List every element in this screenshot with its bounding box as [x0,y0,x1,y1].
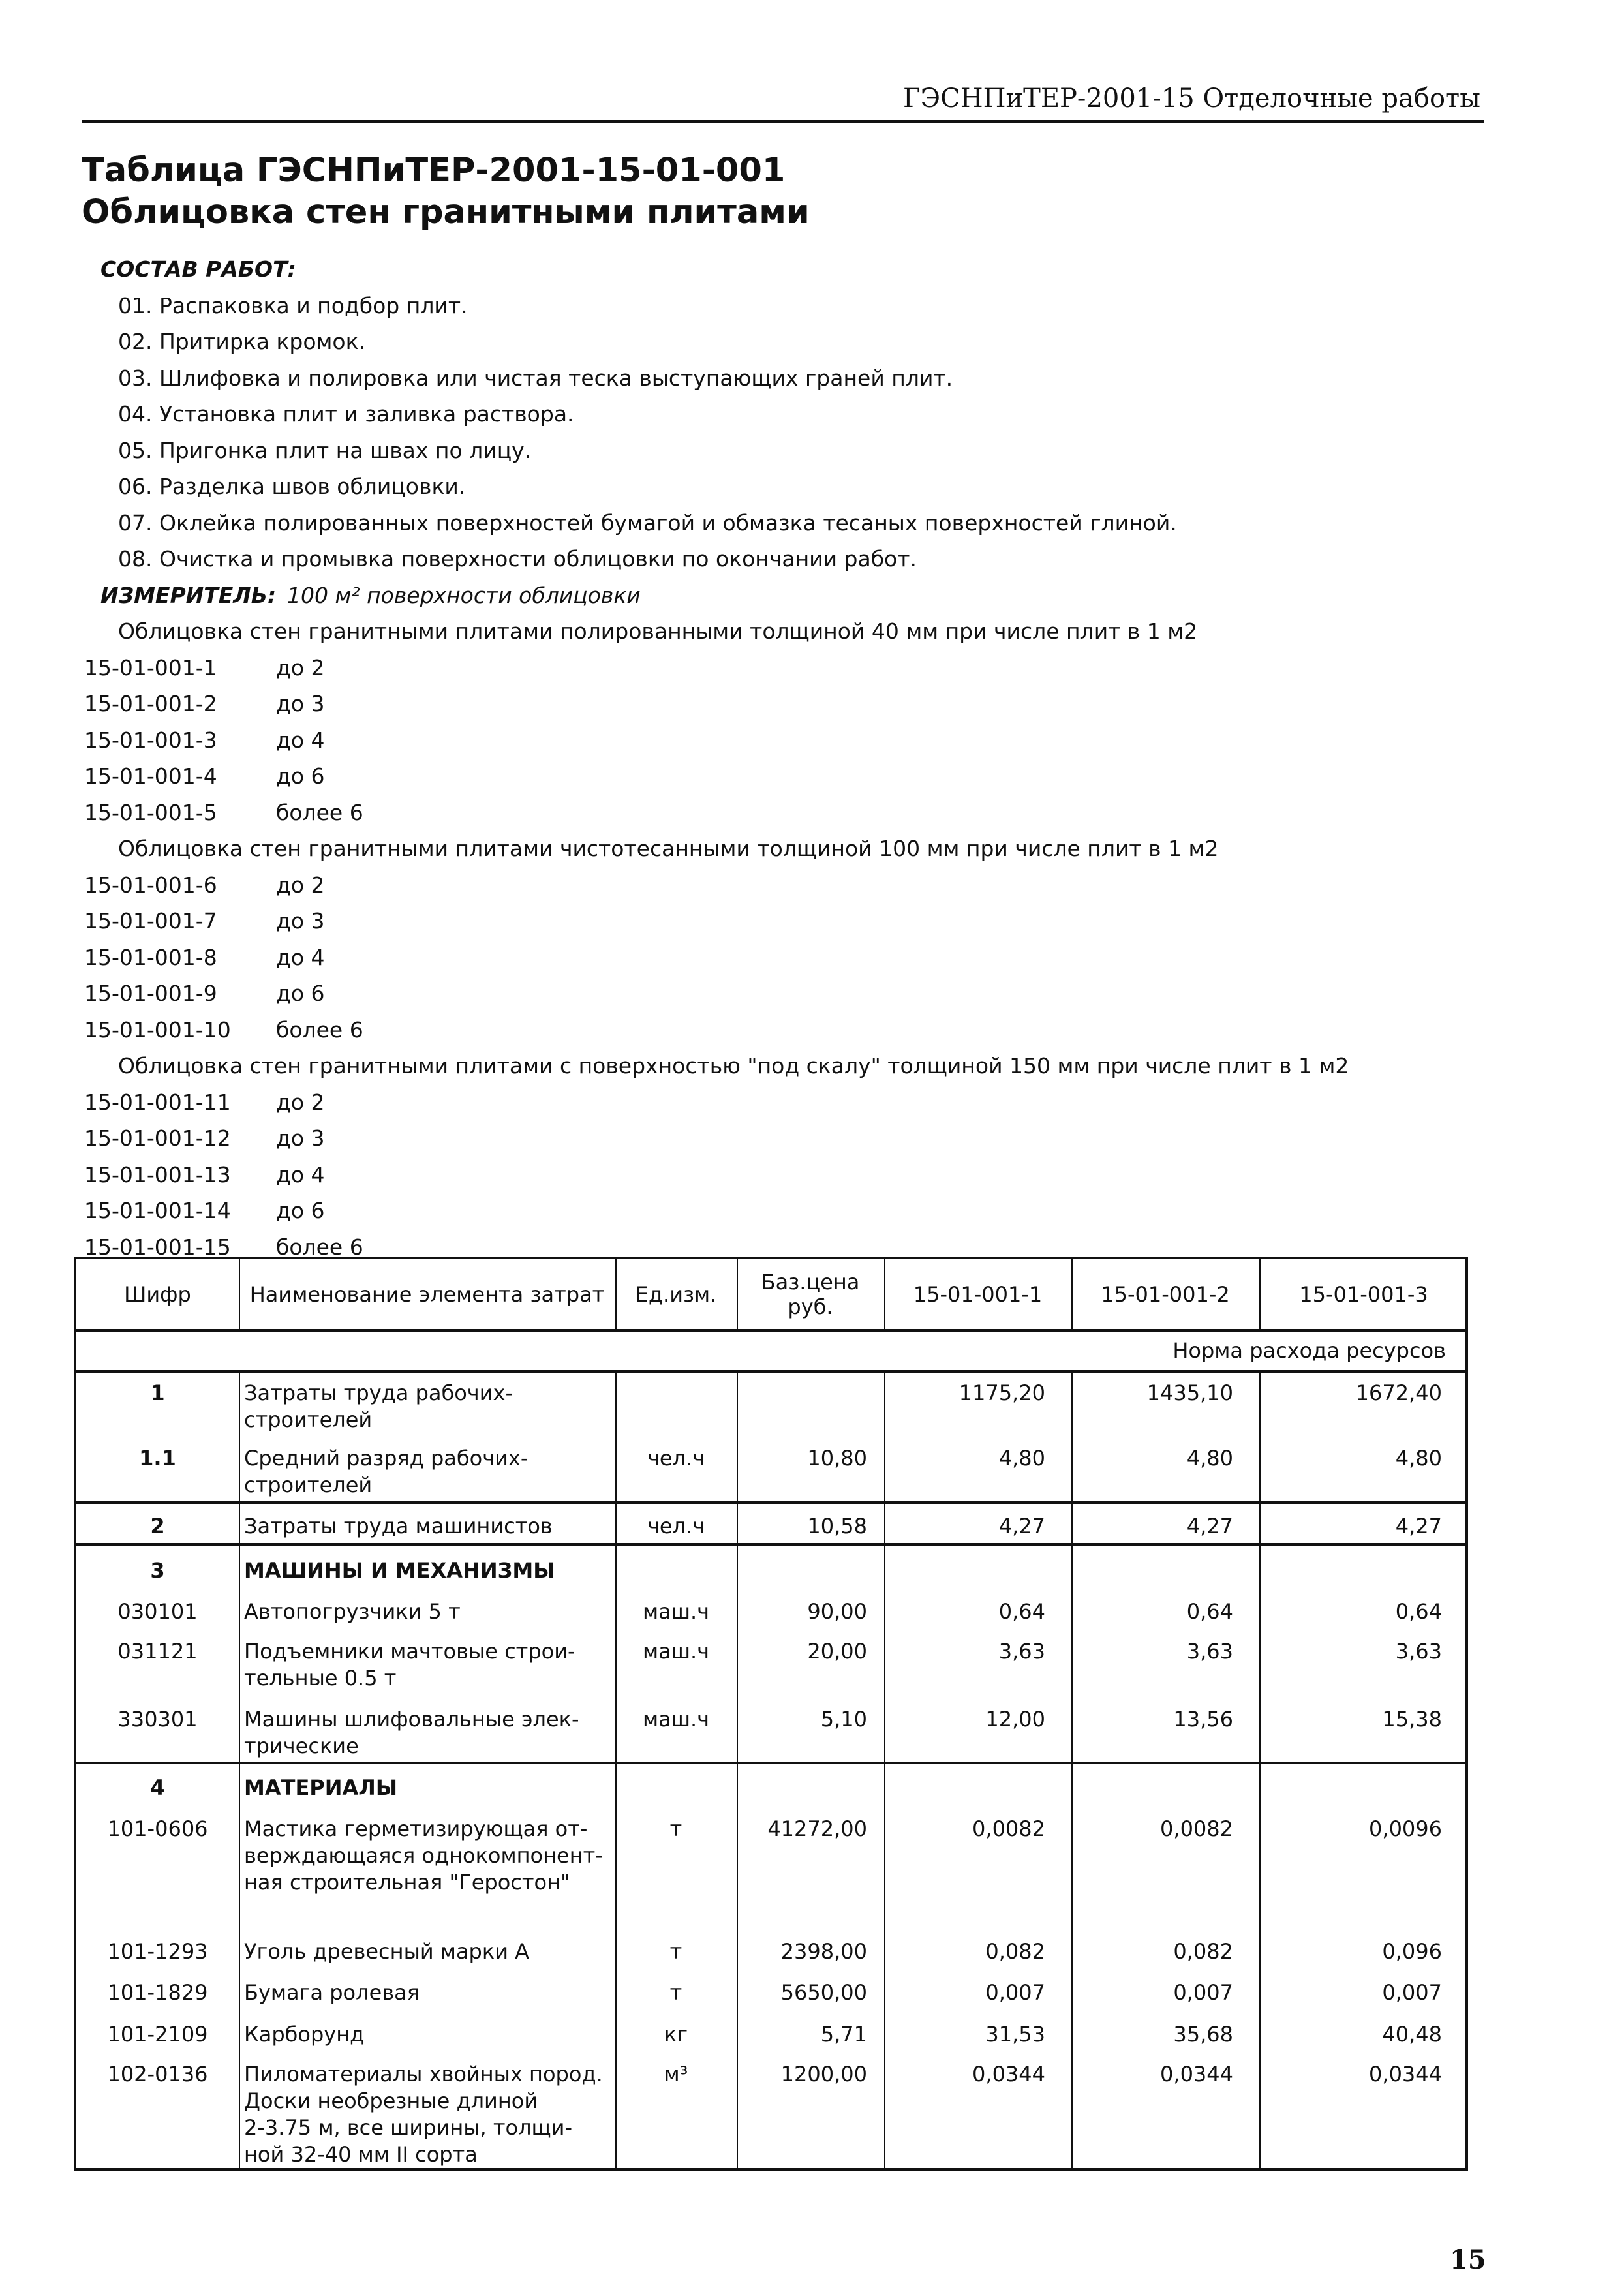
item-value: до 4 [276,1161,325,1187]
group-title: Облицовка стен гранитными плитами полированными толщиной 40 мм при числе плит в 1 м2 [118,619,1198,644]
row-code: 330301 [117,1707,198,1732]
row-value: 12,00 [985,1707,1045,1732]
item-value: до 6 [276,1198,325,1223]
list-line [0,433,1501,469]
running-header: ГЭСНПиТЕР-2001-15 Отделочные работы [903,84,1480,114]
table-subtitle: Облицовка стен гранитными плитами [82,193,810,232]
row-value: 0,64 [1186,1599,1233,1624]
header-rule [82,120,1484,123]
item-value: более 6 [276,799,363,825]
row-value: 15,38 [1382,1707,1442,1732]
row-unit: т [669,1980,682,2005]
item-code: 15-01-001-12 [84,1125,231,1151]
row-name: Бумага ролевая [244,1980,420,2005]
list-line [0,975,1501,1012]
row-price: 41272,00 [767,1816,867,1841]
row-divider [76,1501,1465,1504]
list-line [0,613,1501,650]
row-name: Машины шлифовальные элек- трические [244,1707,579,1758]
work-item: 05. Пригонка плит на швах по лицу. [118,437,532,463]
row-value: 0,0096 [1369,1816,1442,1841]
row-price: 10,80 [807,1446,867,1471]
list-line [0,1048,1501,1084]
row-unit: чел.ч [647,1446,705,1471]
resource-table [74,1257,1468,2171]
table-header-cell: Баз.цена руб. [761,1269,860,1319]
row-value: 1435,10 [1146,1381,1233,1405]
list-line [0,1157,1501,1193]
row-divider [76,1543,1465,1546]
work-item: 02. Притирка кромок. [118,329,366,354]
item-value: до 2 [276,654,325,680]
norm-label: Норма расхода ресурсов [1172,1338,1446,1363]
row-value: 0,0344 [1369,2062,1442,2086]
row-code: 102-0136 [107,2062,208,2086]
row-code: 3 [150,1558,165,1583]
list-line [0,686,1501,722]
list-line [0,396,1501,433]
row-value: 3,63 [1395,1639,1442,1664]
row-name: Уголь древесный марки А [244,1939,530,1964]
row-value: 13,56 [1173,1707,1233,1732]
list-line [0,505,1501,542]
item-value: до 3 [276,691,325,716]
table-title: Таблица ГЭСНПиТЕР-2001-15-01-001 [82,151,786,190]
list-line [0,722,1501,759]
list-line [0,360,1501,397]
row-price: 2398,00 [780,1939,867,1964]
row-value: 4,27 [1395,1514,1442,1538]
list-line [0,831,1501,867]
row-value: 0,007 [1173,1980,1233,2005]
table-header-cell: 15-01-001-3 [1299,1281,1428,1307]
row-unit: т [669,1939,682,1964]
row-unit: кг [664,2022,688,2047]
row-code: 101-2109 [107,2022,208,2047]
row-value: 4,80 [1186,1446,1233,1471]
work-item: 04. Установка плит и заливка раствора. [118,401,574,427]
group-title: Облицовка стен гранитными плитами чистотесанными толщиной 100 мм при числе плит в 1 м2 [118,836,1219,861]
row-name: Карборунд [244,2022,365,2047]
work-heading: СОСТАВ РАБОТ: [100,256,296,282]
row-price: 5650,00 [780,1980,867,2005]
row-value: 1672,40 [1355,1381,1442,1405]
work-item: 08. Очистка и промывка поверхности облицовки по окончании работ. [118,546,917,572]
item-value: более 6 [276,1234,363,1260]
row-name: Затраты труда рабочих- строителей [244,1381,513,1432]
item-code: 15-01-001-14 [84,1198,231,1223]
list-line [0,758,1501,795]
row-divider [76,1762,1465,1764]
item-value: до 4 [276,727,325,753]
list-line [0,577,1501,614]
table-header-cell: 15-01-001-2 [1101,1281,1230,1307]
list-line [0,288,1501,324]
row-value: 3,63 [998,1639,1045,1664]
row-value: 4,27 [1186,1514,1233,1538]
row-price: 90,00 [807,1599,867,1624]
row-value: 0,0344 [1160,2062,1233,2086]
list-line [0,867,1501,904]
item-value: до 2 [276,1089,325,1115]
list-line [0,940,1501,976]
work-item: 03. Шлифовка и полировка или чистая теска выступающих граней плит. [118,365,953,391]
measure-value: 100 м² поверхности облицовки [287,582,641,608]
row-unit: маш.ч [642,1599,710,1624]
row-code: 2 [150,1514,165,1538]
row-code: 101-1293 [107,1939,208,1964]
row-code: 030101 [117,1599,198,1624]
row-name: МАТЕРИАЛЫ [244,1775,398,1800]
table-header-cell: Наименование элемента затрат [249,1281,605,1307]
item-value: до 6 [276,763,325,789]
item-code: 15-01-001-7 [84,908,217,934]
item-value: до 2 [276,872,325,898]
row-value: 0,0082 [1160,1816,1233,1841]
page-number: 15 [1450,2244,1486,2275]
row-name: МАШИНЫ И МЕХАНИЗМЫ [244,1558,555,1583]
item-code: 15-01-001-3 [84,727,217,753]
list-line [0,1120,1501,1157]
work-item: 07. Оклейка полированных поверхностей бумагой и обмазка тесаных поверхностей глиной. [118,510,1177,536]
row-value: 0,0344 [972,2062,1045,2086]
row-value: 0,082 [1173,1939,1233,1964]
row-code: 101-0606 [107,1816,208,1841]
row-value: 0,007 [1382,1980,1442,2005]
row-name: Подъемники мачтовые строи- тельные 0.5 т [244,1639,575,1690]
row-name: Автопогрузчики 5 т [244,1599,461,1624]
work-item: 01. Распаковка и подбор плит. [118,292,468,318]
item-value: до 3 [276,1125,325,1151]
item-code: 15-01-001-11 [84,1089,231,1115]
list-line [0,650,1501,686]
row-value: 0,64 [998,1599,1045,1624]
item-value: до 6 [276,981,325,1006]
item-value: до 3 [276,908,325,934]
row-name: Пиломатериалы хвойных пород. Доски необрезные длиной 2-3.75 м, все ширины, толщи- ной 32-40 мм II сорта [244,2062,603,2167]
row-value: 0,64 [1395,1599,1442,1624]
row-code: 1.1 [139,1446,176,1471]
row-value: 0,007 [985,1980,1045,2005]
column-divider [239,1259,240,2168]
item-code: 15-01-001-4 [84,763,217,789]
list-line [0,795,1501,831]
row-price: 1200,00 [780,2062,867,2086]
item-code: 15-01-001-2 [84,691,217,716]
row-name: Средний разряд рабочих- строителей [244,1446,529,1497]
list-line [0,251,1501,288]
row-unit: маш.ч [642,1639,710,1664]
row-value: 40,48 [1382,2022,1442,2047]
list-line [0,1193,1501,1229]
row-value: 3,63 [1186,1639,1233,1664]
row-code: 101-1829 [107,1980,208,2005]
list-line [0,541,1501,577]
item-value: более 6 [276,1016,363,1043]
row-name: Мастика герметизирующая от- верждающаяся однокомпонент- ная строительная "Геростон" [244,1816,603,1895]
row-value: 35,68 [1173,2022,1233,2047]
row-code: 1 [150,1381,165,1405]
row-value: 31,53 [985,2022,1045,2047]
work-composition [0,251,1501,1265]
row-value: 1175,20 [958,1381,1045,1405]
row-unit: чел.ч [647,1514,705,1538]
row-unit: м³ [664,2062,688,2086]
list-line [0,1084,1501,1121]
row-code: 031121 [117,1639,198,1664]
row-value: 4,80 [1395,1446,1442,1471]
row-unit: маш.ч [642,1707,710,1732]
item-value: до 4 [276,944,325,970]
row-price: 10,58 [807,1514,867,1538]
item-code: 15-01-001-8 [84,944,217,970]
list-line [0,903,1501,940]
list-line [0,468,1501,505]
item-code: 15-01-001-13 [84,1161,231,1187]
item-code: 15-01-001-1 [84,654,217,680]
row-price: 5,71 [820,2022,867,2047]
work-item: 06. Разделка швов облицовки. [118,474,466,499]
row-name: Затраты труда машинистов [244,1514,553,1538]
row-code: 4 [150,1775,165,1800]
row-value: 4,80 [998,1446,1045,1471]
row-price: 20,00 [807,1639,867,1664]
item-code: 15-01-001-6 [84,872,217,898]
row-value: 0,096 [1382,1939,1442,1964]
item-code: 15-01-001-9 [84,981,217,1006]
row-divider [76,1370,1465,1373]
row-value: 4,27 [998,1514,1045,1538]
item-code: 15-01-001-15 [84,1234,231,1260]
item-code: 15-01-001-5 [84,799,217,825]
row-value: 0,082 [985,1939,1045,1964]
table-header-cell: Ед.изм. [635,1281,717,1307]
row-unit: т [669,1816,682,1841]
row-value: 0,0082 [972,1816,1045,1841]
table-header-cell: 15-01-001-1 [913,1281,1043,1307]
table-header-cell: Шифр [124,1281,191,1307]
group-title: Облицовка стен гранитными плитами с поверхностью "под скалу" толщиной 150 мм при числе плит в 1 м2 [118,1053,1349,1078]
row-price: 5,10 [820,1707,867,1732]
list-line [0,324,1501,360]
measure-label: ИЗМЕРИТЕЛЬ: [100,582,277,608]
item-code: 15-01-001-10 [84,1016,231,1043]
list-line [0,1012,1501,1048]
